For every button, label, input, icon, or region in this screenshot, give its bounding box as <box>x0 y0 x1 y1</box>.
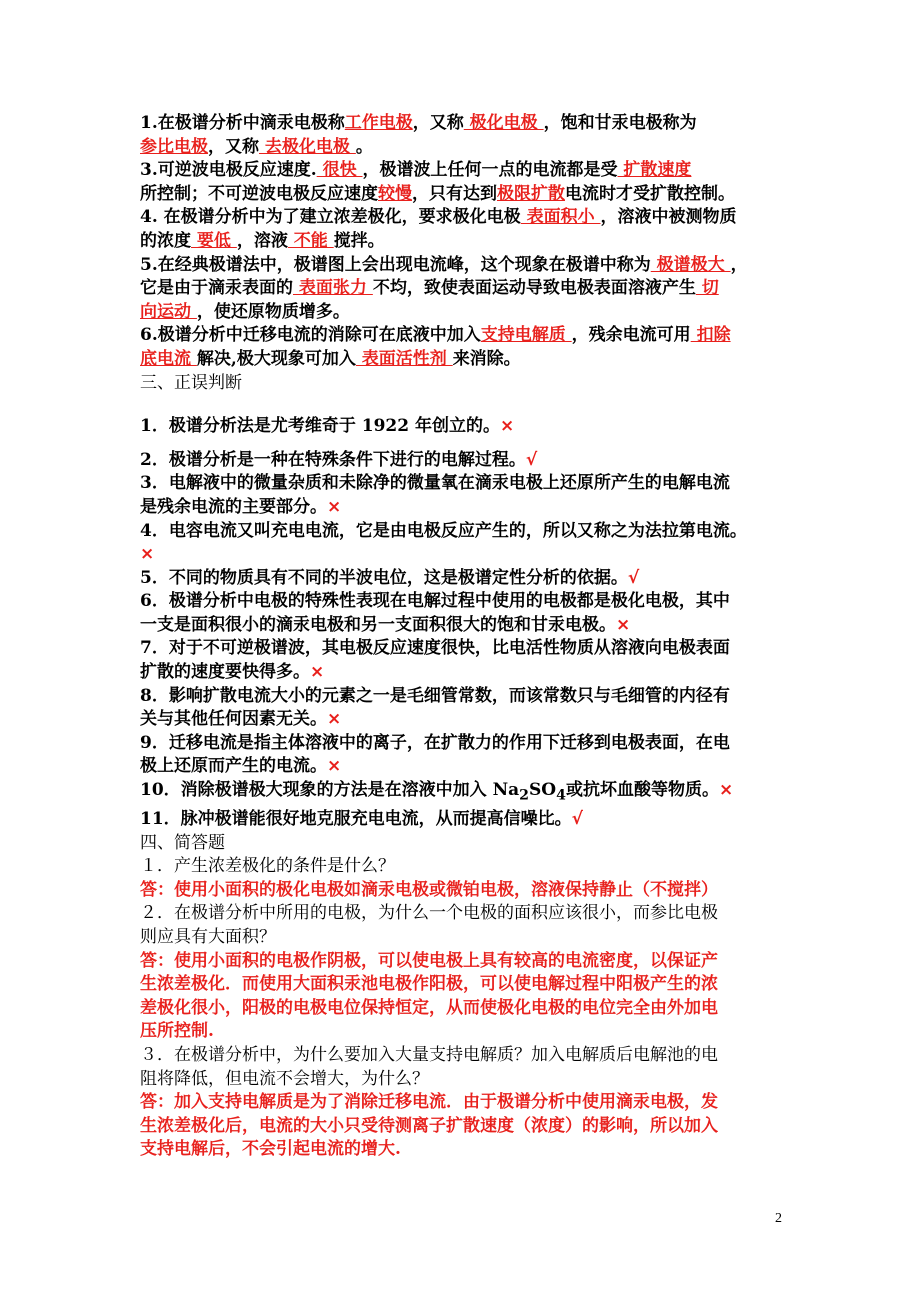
item-text: 电容电流又叫充电电流，它是由电极反应产生的，所以又称之为法拉第电流。 <box>168 520 747 541</box>
item-text: 或抗坏血酸等物质。 <box>565 780 719 801</box>
answer-blank: 要低 <box>191 230 237 251</box>
text: ， <box>730 254 748 275</box>
judge-item-7-cont <box>140 661 790 685</box>
text: ，又称 <box>208 136 259 157</box>
short-question-3-cont: 阻将降低，但电流不会增大，为什么？ <box>140 1068 429 1089</box>
judge-item-9 <box>140 732 790 756</box>
judge-item-4 <box>140 520 790 544</box>
judge-item-3-cont <box>140 496 790 520</box>
text: 所控制；不可逆波电极反应速度 <box>140 183 378 204</box>
text: ，使还原物质增多。 <box>196 301 350 322</box>
fill-question-4 <box>140 206 790 230</box>
text: 。 <box>355 136 373 157</box>
judge-item-1 <box>140 415 790 439</box>
answer-blank: 向运动 <box>140 301 197 322</box>
check-mark-icon: √ <box>627 567 640 588</box>
text: ，残余电流可用 <box>571 325 691 346</box>
text: 5.在经典极谱法中，极谱图上会出现电流峰，这个现象在极谱中称为 <box>140 254 651 275</box>
answer-blank: 去极化电极 <box>259 136 356 157</box>
check-mark-icon: √ <box>525 449 538 470</box>
item-number: 6． <box>140 591 169 612</box>
answer-blank: 极化电极 <box>463 113 544 133</box>
cross-mark-icon: × <box>616 614 631 635</box>
judge-item-7 <box>140 637 790 661</box>
short-question-2-cont: 则应具有大面积？ <box>140 926 276 947</box>
text: ，又称 <box>412 113 464 133</box>
judge-item-11 <box>140 808 790 832</box>
short-answer-1: 答：使用小面积的极化电极如滴汞电极或微铂电极，溶液保持静止（不搅拌） <box>140 879 718 900</box>
answer-blank: 扩散速度 <box>617 160 692 181</box>
text: 解决,极大现象可加入 <box>196 348 356 369</box>
answer-blank: 表面活性剂 <box>355 348 453 369</box>
text: 它是由于滴汞表面的 <box>140 278 293 299</box>
item-text: 扩散的速度要快得多。 <box>140 662 310 683</box>
spacer <box>140 439 790 449</box>
text: 4. 在极谱分析中为了建立浓差极化，要求极化电极 <box>140 207 521 228</box>
item-text: 消除极谱极大现象的方法是在溶液中加入 Na <box>180 780 520 801</box>
fill-question-3 <box>140 159 790 183</box>
fill-question-5 <box>140 254 790 278</box>
answer-blank: 工作电极 <box>344 113 413 133</box>
fill-question-4-cont <box>140 230 790 254</box>
section-heading-short-answer: 四、简答题 <box>140 832 225 853</box>
judge-item-9-cont <box>140 755 790 779</box>
answer-blank: 参比电极 <box>140 136 208 157</box>
text: 电流时才受扩散控制。 <box>565 183 735 204</box>
text: ，只有达到 <box>412 183 497 204</box>
judge-item-4-cont <box>140 543 790 567</box>
item-number: 10． <box>140 780 181 801</box>
check-mark-icon: √ <box>571 809 584 830</box>
short-answer-3-cont: 生浓差极化后，电流的大小只受待测离子扩散速度（浓度）的影响，所以加入 <box>140 1115 718 1136</box>
item-number: 8． <box>140 685 169 706</box>
short-answer-2-cont: 生浓差极化．而使用大面积汞池电极作阳极，可以使电解过程中阳极产生的浓 <box>140 974 718 995</box>
short-answer-3: 答：加入支持电解质是为了消除迁移电流．由于极谱分析中使用滴汞电极，发 <box>140 1092 718 1113</box>
short-question-1: １．产生浓差极化的条件是什么？ <box>140 856 395 877</box>
judge-item-8 <box>140 685 790 709</box>
judge-item-6-cont <box>140 614 790 638</box>
answer-blank: 切 <box>695 278 719 299</box>
subscript: 2 <box>519 787 530 804</box>
section-heading-judge: 三、正误判断 <box>140 372 242 393</box>
judge-item-3 <box>140 472 790 496</box>
text: 3.可逆波电极反应速度. <box>140 160 317 181</box>
answer-blank: 表面张力 <box>293 278 373 299</box>
short-question-3: ３．在极谱分析中，为什么要加入大量支持电解质？加入电解质后电解池的电 <box>140 1044 718 1065</box>
judge-item-2 <box>140 449 790 473</box>
short-answer-2: 答：使用小面积的电极作阴极，可以使电极上具有较高的电流密度，以保证产 <box>140 950 718 971</box>
answer-blank: 很快 <box>316 160 363 181</box>
item-number: 4． <box>140 520 169 541</box>
item-text: 一支是面积很小的滴汞电极和另一支面积很大的饱和甘汞电极。 <box>140 614 616 635</box>
item-text: 极谱分析中电极的特殊性表现在电解过程中使用的电极都是极化电极，其中 <box>168 591 730 612</box>
item-text: 不同的物质具有不同的半波电位，这是极谱定性分析的依据。 <box>168 567 628 588</box>
cross-mark-icon: × <box>327 756 342 777</box>
text: ，极谱波上任何一点的电流都是受 <box>362 160 618 181</box>
fill-question-5-cont <box>140 277 790 301</box>
answer-blank: 底电流 <box>140 348 197 369</box>
text: 不均，致使表面运动导致电极表面溶液产生 <box>372 278 696 299</box>
item-text: 是残余电流的主要部分。 <box>140 496 327 517</box>
fill-question-1-cont <box>140 136 790 160</box>
answer-blank: 支持电解质 <box>480 325 572 346</box>
cross-mark-icon: × <box>718 780 734 801</box>
short-answer-2-cont2: 差极化很小，阳极的电极电位保持恒定，从而使极化电极的电位完全由外加电 <box>140 997 718 1018</box>
item-number: 2． <box>140 449 169 470</box>
cross-mark-icon: × <box>500 416 515 437</box>
subscript: 4 <box>556 787 566 804</box>
answer-blank: 不能 <box>287 230 334 251</box>
text: 的浓度 <box>140 230 191 251</box>
text: 6.极谱分析中迁移电流的消除可在底液中加入 <box>140 325 481 346</box>
fill-question-1 <box>140 112 790 136</box>
answer-blank: 较慢 <box>378 183 412 204</box>
cross-mark-icon: × <box>310 662 325 683</box>
item-text: 关与其他任何因素无关。 <box>140 709 327 730</box>
item-text: 极上还原而产生的电流。 <box>140 756 327 777</box>
text: 1.在极谱分析中滴汞电极称 <box>140 113 345 133</box>
text: 来消除。 <box>452 348 521 369</box>
item-text: SO <box>529 780 557 801</box>
page-number: 2 <box>775 1211 782 1226</box>
answer-blank: 扣除 <box>690 325 731 346</box>
item-text: 对于不可逆极谱波，其电极反应速度很快，比电活性物质从溶液向电极表面 <box>168 638 730 659</box>
answer-blank: 极限扩散 <box>497 183 565 204</box>
fill-question-5-cont2 <box>140 301 790 325</box>
judge-item-6 <box>140 590 790 614</box>
short-answer-3-cont2: 支持电解后，不会引起电流的增大. <box>140 1139 401 1160</box>
judge-item-10 <box>140 779 790 808</box>
item-number: 1． <box>140 416 169 437</box>
document-page <box>140 112 790 1162</box>
item-number: 11． <box>140 809 181 830</box>
answer-blank: 极谱极大 <box>650 254 731 275</box>
cross-mark-icon: × <box>327 709 342 730</box>
item-text: 极谱分析法是尤考维奇于 1922 年创立的。 <box>168 416 500 437</box>
text: ，溶液 <box>236 230 288 251</box>
spacer <box>140 395 790 415</box>
fill-question-6 <box>140 324 790 348</box>
text: ，饱和甘汞电极称为 <box>543 113 697 133</box>
fill-question-6-cont <box>140 348 790 372</box>
answer-blank: 表面积小 <box>520 207 601 228</box>
item-number: 7． <box>140 638 169 659</box>
item-number: 9． <box>140 732 169 753</box>
judge-item-5 <box>140 567 790 591</box>
item-text: 电解液中的微量杂质和未除净的微量氧在滴汞电极上还原所产生的电解电流 <box>168 473 730 494</box>
item-text: 影响扩散电流大小的元素之一是毛细管常数，而该常数只与毛细管的内径有 <box>168 685 730 706</box>
item-text: 极谱分析是一种在特殊条件下进行的电解过程。 <box>168 449 526 470</box>
item-number: 5． <box>140 567 169 588</box>
judge-item-8-cont <box>140 708 790 732</box>
short-question-2: ２．在极谱分析中所用的电极，为什么一个电极的面积应该很小，而参比电极 <box>140 903 718 924</box>
item-number: 3． <box>140 473 169 494</box>
fill-question-3-cont <box>140 183 790 207</box>
item-text: 迁移电流是指主体溶液中的离子，在扩散力的作用下迁移到电极表面，在电 <box>168 732 730 753</box>
text: 搅拌。 <box>333 230 385 251</box>
item-text: 脉冲极谱能很好地克服充电电流，从而提高信噪比。 <box>180 809 572 830</box>
cross-mark-icon: × <box>140 544 155 565</box>
text: ，溶液中被测物质 <box>600 207 737 228</box>
cross-mark-icon: × <box>327 496 342 517</box>
short-answer-2-cont3: 压所控制. <box>140 1021 214 1042</box>
